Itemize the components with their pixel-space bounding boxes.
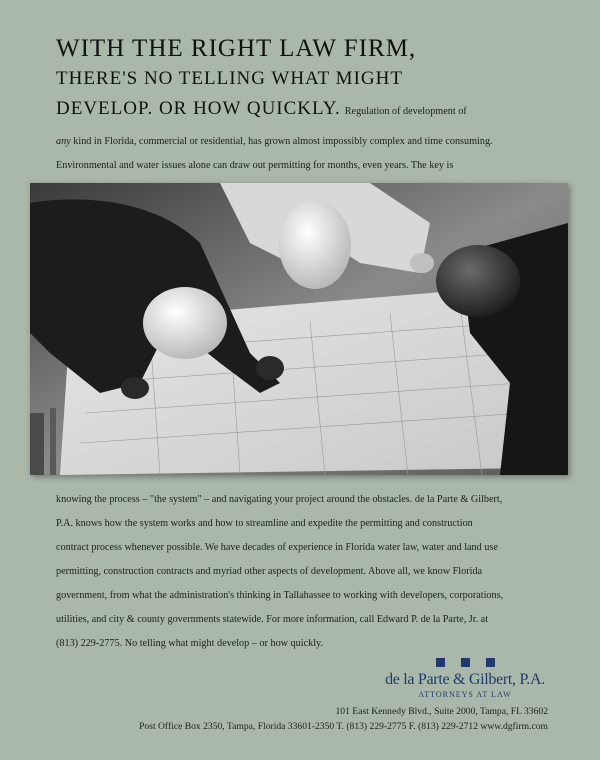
body-text: [56, 488, 556, 656]
intro-line-2: [56, 130, 556, 154]
headline-line-3: DEVELOP. OR HOW QUICKLY.: [56, 98, 341, 119]
intro-emphasis: any: [56, 136, 71, 147]
firm-logo: [380, 658, 550, 699]
body-line-5: government, from what the administration's thinking in Tallahassee to working with developers, corporations,: [56, 590, 504, 601]
construction-workers-blueprint-photo: [30, 183, 568, 475]
address-street: 101 East Kennedy Blvd., Suite 2000, Tampa, FL 33602: [335, 706, 548, 717]
body-line-4: permitting, construction contracts and myriad other aspects of development. Above all, we know Florida: [56, 566, 483, 577]
address-contact: Post Office Box 2350, Tampa, Florida 33601-2350 T. (813) 229-2775 F. (813) 229-2712 www.dgfirm.com: [139, 721, 548, 732]
headline-line-2: THERE'S NO TELLING WHAT MIGHT: [56, 68, 403, 89]
logo-tagline: ATTORNEYS AT LAW: [418, 690, 512, 699]
logo-squares-icon: [380, 658, 550, 667]
headline: [56, 34, 556, 124]
hardhat-white-center: [279, 201, 351, 289]
intro-line-2-rest: kind in Florida, commercial or residential, has grown almost impossibly complex and time consuming.: [70, 136, 493, 147]
body-line-7: (813) 229-2775. No telling what might develop – or how quickly.: [56, 638, 324, 649]
headline-line-3-wrap: [56, 94, 556, 124]
body-line-1: knowing the process – "the system" – and navigating your project around the obstacles. de la Parte & Gilbert,: [56, 494, 503, 505]
construction-photo: [30, 183, 568, 475]
hardhat-dark-right: [436, 245, 520, 317]
intro-text: [56, 130, 556, 178]
intro-line-3: Environmental and water issues alone can draw out permitting for months, even years. The key is: [56, 160, 454, 171]
body-line-2: P.A. knows how the system works and how to streamline and expedite the permitting and construction: [56, 518, 473, 529]
body-line-3: contract process whenever possible. We have decades of experience in Florida water law, water and land use: [56, 542, 498, 553]
hardhat-white-left: [143, 287, 227, 359]
headline-line-1: WITH THE RIGHT LAW FIRM,: [56, 35, 417, 62]
intro-lead: Regulation of development of: [344, 106, 467, 117]
body-line-6: utilities, and city & county governments statewide. For more information, call Edward P. de la Parte, Jr. at: [56, 614, 489, 625]
logo-firm-name: de la Parte & Gilbert, P.A.: [385, 671, 545, 688]
